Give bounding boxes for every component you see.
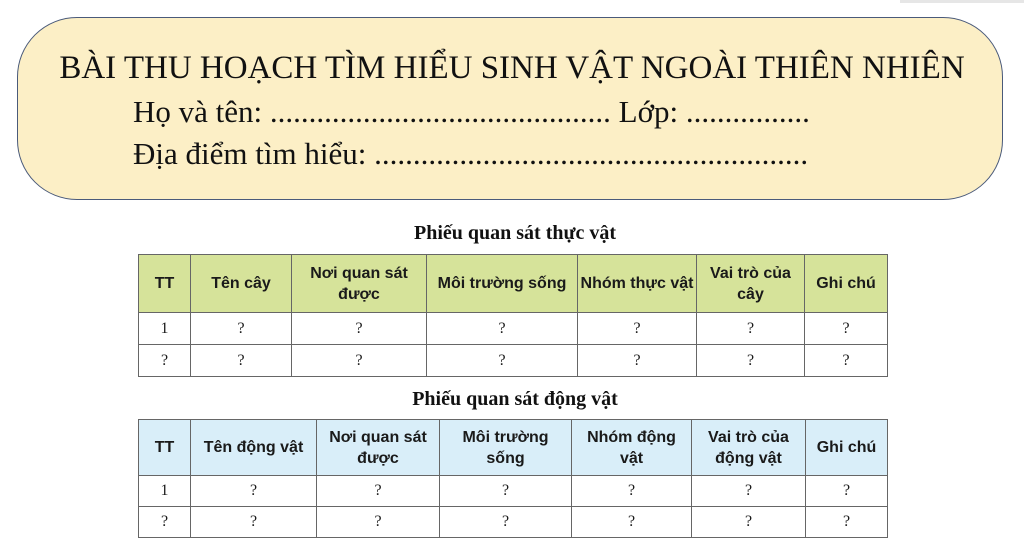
table-cell: ? (139, 345, 191, 377)
table-cell: ? (578, 313, 697, 345)
column-header: Nơi quan sát được (317, 420, 440, 476)
table-cell: ? (806, 476, 888, 507)
table-cell: ? (427, 345, 578, 377)
table-cell: ? (292, 345, 427, 377)
plant-sheet-title: Phiếu quan sát thực vật (413, 222, 617, 244)
column-header: Môi trường sống (427, 255, 578, 313)
table-header-row (139, 255, 888, 313)
table-row (139, 313, 888, 345)
animal-sheet-title: Phiếu quan sát động vật (412, 388, 618, 410)
table-cell: ? (317, 507, 440, 538)
table-header-row (139, 420, 888, 476)
column-header: Vai trò của cây (697, 255, 805, 313)
table-cell: ? (692, 476, 806, 507)
table-cell: ? (572, 507, 692, 538)
column-header: Tên động vật (191, 420, 317, 476)
plant-observation-table (138, 254, 888, 377)
column-header: Nơi quan sát được (292, 255, 427, 313)
table-cell: ? (805, 345, 888, 377)
table-cell: ? (427, 313, 578, 345)
worksheet-title: BÀI THU HOẠCH TÌM HIỂU SINH VẬT NGOÀI THIÊN NHIÊN (59, 50, 965, 86)
table-cell: ? (697, 313, 805, 345)
table-cell: ? (692, 507, 806, 538)
column-header: Tên cây (191, 255, 292, 313)
table-row (139, 345, 888, 377)
table-cell: ? (806, 507, 888, 538)
table-cell: ? (578, 345, 697, 377)
table-cell: ? (191, 476, 317, 507)
table-cell: ? (139, 507, 191, 538)
table-cell: ? (440, 476, 572, 507)
column-header: Nhóm động vật (572, 420, 692, 476)
window-edge-strip (900, 0, 1024, 3)
location-line: Địa điểm tìm hiểu: ........................................................ (133, 136, 809, 171)
column-header: TT (139, 255, 191, 313)
table-cell: ? (805, 313, 888, 345)
table-row (139, 507, 888, 538)
table-cell: ? (191, 507, 317, 538)
table-cell: ? (191, 313, 292, 345)
animal-observation-table (138, 419, 888, 538)
column-header: Ghi chú (806, 420, 888, 476)
table-cell: 1 (139, 476, 191, 507)
table-cell: ? (440, 507, 572, 538)
table-cell: ? (191, 345, 292, 377)
table-cell: 1 (139, 313, 191, 345)
table-cell: ? (697, 345, 805, 377)
table-cell: ? (572, 476, 692, 507)
column-header: Nhóm thực vật (578, 255, 697, 313)
column-header: Môi trường sống (440, 420, 572, 476)
column-header: TT (139, 420, 191, 476)
table-row (139, 476, 888, 507)
column-header: Ghi chú (805, 255, 888, 313)
column-header: Vai trò của động vật (692, 420, 806, 476)
name-class-line: Họ và tên: ............................................ Lớp: ................ (133, 94, 810, 129)
table-cell: ? (317, 476, 440, 507)
table-cell: ? (292, 313, 427, 345)
